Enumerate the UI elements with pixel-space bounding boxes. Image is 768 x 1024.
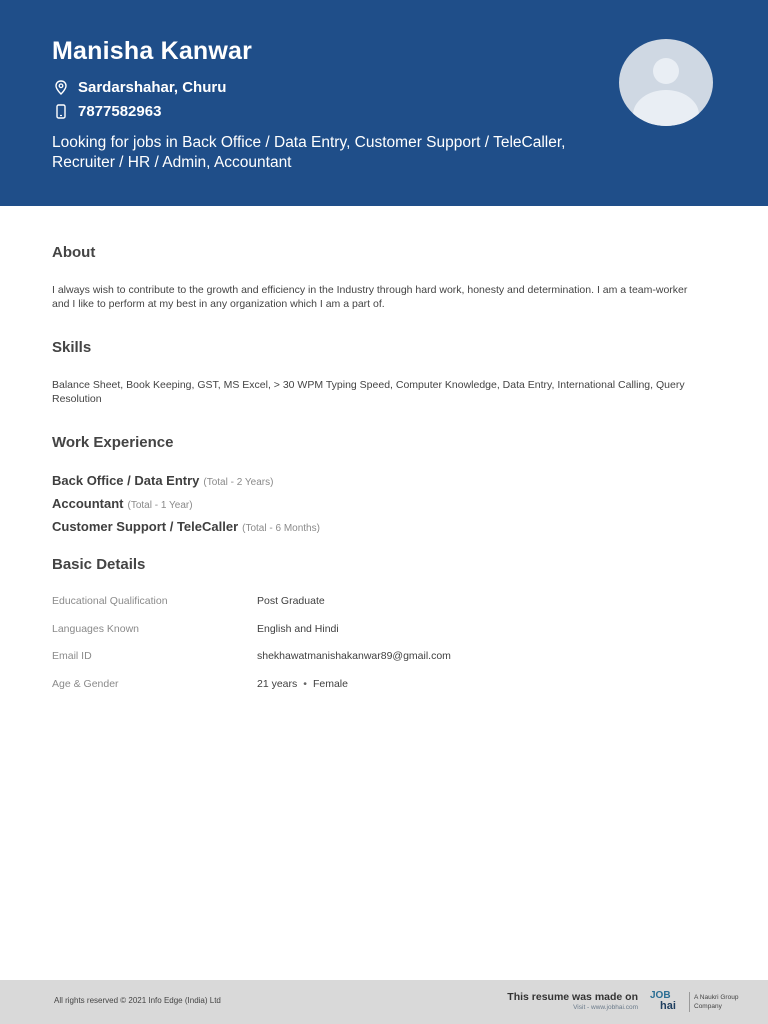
logo-hai-text: hai <box>660 1000 676 1012</box>
about-text: I always wish to contribute to the growth and efficiency in the Industry through hard work, honesty and determination. I am a team-worker and I like to perform at my best in any organization which I am a part of. <box>52 284 688 310</box>
profile-header <box>0 0 768 206</box>
job-preferences: Looking for jobs in Back Office / Data Entry, Customer Support / TeleCaller, Recruiter / HR / Admin, Accountant <box>52 134 566 171</box>
gender-text: Female <box>312 678 348 690</box>
work-item <box>52 496 193 511</box>
about-heading: About <box>52 244 96 261</box>
work-experience-heading: Work Experience <box>52 434 174 451</box>
detail-value: English and Hindi <box>257 623 339 635</box>
work-role: Accountant <box>52 496 124 511</box>
mobile-phone-icon <box>52 102 70 120</box>
work-role: Back Office / Data Entry <box>52 473 200 488</box>
naukri-group-text <box>694 993 738 1011</box>
skills-heading: Skills <box>52 339 92 356</box>
candidate-name: Manisha Kanwar <box>52 37 253 65</box>
work-duration: (Total - 6 Months) <box>242 523 320 534</box>
page-footer <box>0 980 768 1024</box>
avatar-body-shape <box>633 90 699 126</box>
bullet-separator: • <box>303 678 307 690</box>
detail-label: Languages Known <box>52 623 139 635</box>
phone-number[interactable]: 7877582963 <box>78 102 162 120</box>
visit-link[interactable]: Visit - www.jobhai.com <box>573 1004 638 1011</box>
user-avatar-placeholder <box>619 39 713 126</box>
detail-value: Post Graduate <box>257 595 325 607</box>
age-text: 21 years <box>257 678 298 690</box>
made-on-text: This resume was made on <box>507 991 638 1003</box>
logo-divider <box>689 992 690 1012</box>
avatar-head-shape <box>653 58 679 84</box>
jobhai-logo[interactable] <box>650 991 690 1013</box>
copyright-text: All rights reserved © 2021 Info Edge (India) Ltd <box>54 996 221 1005</box>
location-row <box>52 78 226 96</box>
detail-label: Email ID <box>52 650 92 662</box>
work-role: Customer Support / TeleCaller <box>52 519 239 534</box>
detail-label: Age & Gender <box>52 678 119 690</box>
location-pin-icon <box>52 78 70 96</box>
email-value[interactable]: shekhawatmanishakanwar89@gmail.com <box>257 650 451 662</box>
logo-job-text: JOB <box>650 990 671 1001</box>
company-line: Company <box>694 1003 722 1010</box>
work-item <box>52 519 320 534</box>
detail-label: Educational Qualification <box>52 595 168 607</box>
skills-text: Balance Sheet, Book Keeping, GST, MS Excel, > 30 WPM Typing Speed, Computer Knowledge, Data Entry, International Calling, Query Resolution <box>52 379 685 405</box>
work-item <box>52 473 273 488</box>
company-line: A Naukri Group <box>694 994 739 1001</box>
location-text: Sardarshahar, Churu <box>78 78 227 96</box>
phone-row <box>52 102 161 120</box>
work-duration: (Total - 2 Years) <box>203 477 274 488</box>
made-on-block <box>507 991 638 1011</box>
age-gender-value <box>257 678 348 690</box>
basic-details-heading: Basic Details <box>52 556 146 573</box>
work-duration: (Total - 1 Year) <box>127 500 193 511</box>
